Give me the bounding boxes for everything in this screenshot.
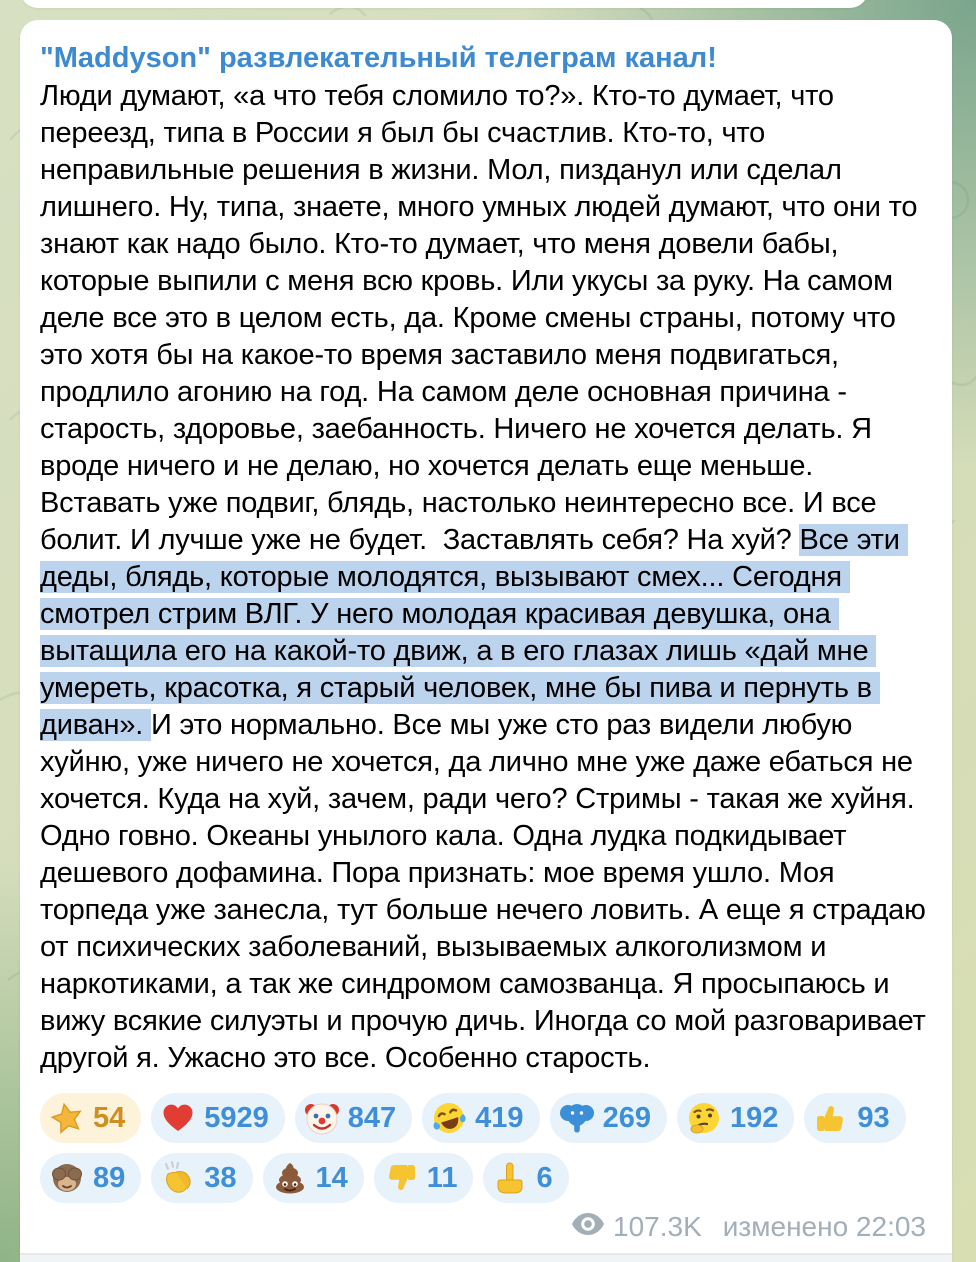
views-count: 107.3K bbox=[613, 1211, 702, 1242]
reaction-count: 269 bbox=[602, 1101, 651, 1134]
reaction-poop[interactable] bbox=[263, 1153, 364, 1203]
reaction-star[interactable] bbox=[40, 1093, 141, 1143]
reactions-bar bbox=[40, 1093, 950, 1203]
thinking-emoji bbox=[686, 1100, 722, 1136]
text-before-selection: Люди думают, «а что тебя сломило то?». Кто-то думает, что переезд, типа в России я был бы счастлив. Кто-то, что неправильные решения в жизни. Мол, пизданул или сделал лишнего. Ну, типа, знаете, много умных людей думают, что они то знают как надо было. Кто-то думает, что меня довели бабы, которые выпили с меня всю кровь. Или укусы за руку. На самом деле все это в целом есть, да. Кроме смены страны, потому что это хотя бы на какое-то время заставило меня подвигаться, продлило агонию на год. На самом деле основная причина - старость, здоровье, заебанность. Ничего не хочется делать. Я вроде ничего и не делаю, но хочется делать еще меньше. Вставать уже подвиг, блядь, настолько неинтересно все. И все болит. И лучше уже не будет. Заставлять себя? На хуй? bbox=[40, 80, 926, 556]
reaction-see-no-evil[interactable] bbox=[40, 1153, 141, 1203]
eye-icon bbox=[571, 1211, 605, 1243]
reaction-thumbs-up[interactable] bbox=[804, 1093, 905, 1143]
thumbs-up-emoji bbox=[813, 1100, 849, 1136]
selected-text: Все эти деды, блядь, которые молодятся, вызывают смех... Сегодня смотрел стрим ВЛГ. У него молодая красивая девушка, она вытащила его на какой-то движ, а в его глазах лишь «дай мне умереть, красотка, я старый человек, мне бы пива и пернуть в диван». bbox=[40, 524, 908, 741]
channel-title[interactable]: "Maddyson" развлекательный телеграм канал! bbox=[40, 42, 717, 74]
reaction-count: 38 bbox=[204, 1161, 237, 1194]
reaction-count: 93 bbox=[857, 1101, 890, 1134]
reaction-count: 192 bbox=[729, 1101, 779, 1134]
reaction-count: 6 bbox=[536, 1161, 553, 1194]
reaction-count: 419 bbox=[475, 1101, 524, 1134]
reaction-count: 847 bbox=[347, 1101, 397, 1134]
clown-emoji bbox=[304, 1100, 340, 1136]
edited-timestamp: изменено 22:03 bbox=[722, 1211, 926, 1242]
poop-emoji bbox=[272, 1160, 308, 1196]
reaction-rofl[interactable] bbox=[422, 1093, 539, 1143]
reaction-count: 11 bbox=[426, 1161, 458, 1194]
rofl-emoji bbox=[431, 1100, 467, 1136]
text-after-selection: И это нормально. Все мы уже сто раз видели любую хуйню, уже ничего не хочется, да лично мне уже даже ебаться не хочется. Куда на хуй, зачем, ради чего? Стримы - такая же хуйня. Одно говно. Океаны унылого кала. Одна лудка подкидывает дешевого дофамина. Пора признать: мое время ушло. Моя торпеда уже занесла, тут больше нечего ловить. А еще я страдаю от психических заболеваний, вызываемых алкоголизмом и наркотиками, а так же синдромом самозванца. Я просыпаюсь и вижу всякие силуэты и прочую дичь. Иногда со мой разговаривает другой я. Ужасно это все. Особенно старость. bbox=[40, 709, 934, 1074]
red-heart-emoji bbox=[160, 1100, 196, 1136]
blue-elephant-emoji bbox=[559, 1100, 595, 1136]
reaction-heart[interactable] bbox=[151, 1093, 285, 1143]
message-text bbox=[40, 78, 940, 1077]
middle-finger-emoji bbox=[492, 1160, 528, 1196]
reaction-thumbs-down[interactable] bbox=[374, 1153, 474, 1203]
previous-message-bubble-edge bbox=[20, 0, 868, 8]
reaction-thinking[interactable] bbox=[677, 1093, 794, 1143]
reaction-count: 14 bbox=[315, 1161, 348, 1194]
reaction-elephant[interactable] bbox=[550, 1093, 667, 1143]
thumbs-down-emoji bbox=[383, 1160, 419, 1196]
see-no-evil-monkey-emoji bbox=[49, 1160, 85, 1196]
reaction-middle-finger[interactable] bbox=[483, 1153, 568, 1203]
bottom-strip bbox=[20, 1255, 952, 1262]
message-footer bbox=[40, 1211, 936, 1243]
reaction-count: 89 bbox=[93, 1161, 126, 1194]
reaction-clown[interactable] bbox=[295, 1093, 412, 1143]
clapping-hands-emoji bbox=[160, 1160, 196, 1196]
message-bubble bbox=[20, 20, 952, 1262]
reaction-count: 5929 bbox=[204, 1101, 269, 1134]
views-counter bbox=[571, 1211, 702, 1243]
reaction-count: 54 bbox=[93, 1101, 126, 1134]
reaction-clap[interactable] bbox=[151, 1153, 252, 1203]
star-emoji bbox=[49, 1100, 85, 1136]
